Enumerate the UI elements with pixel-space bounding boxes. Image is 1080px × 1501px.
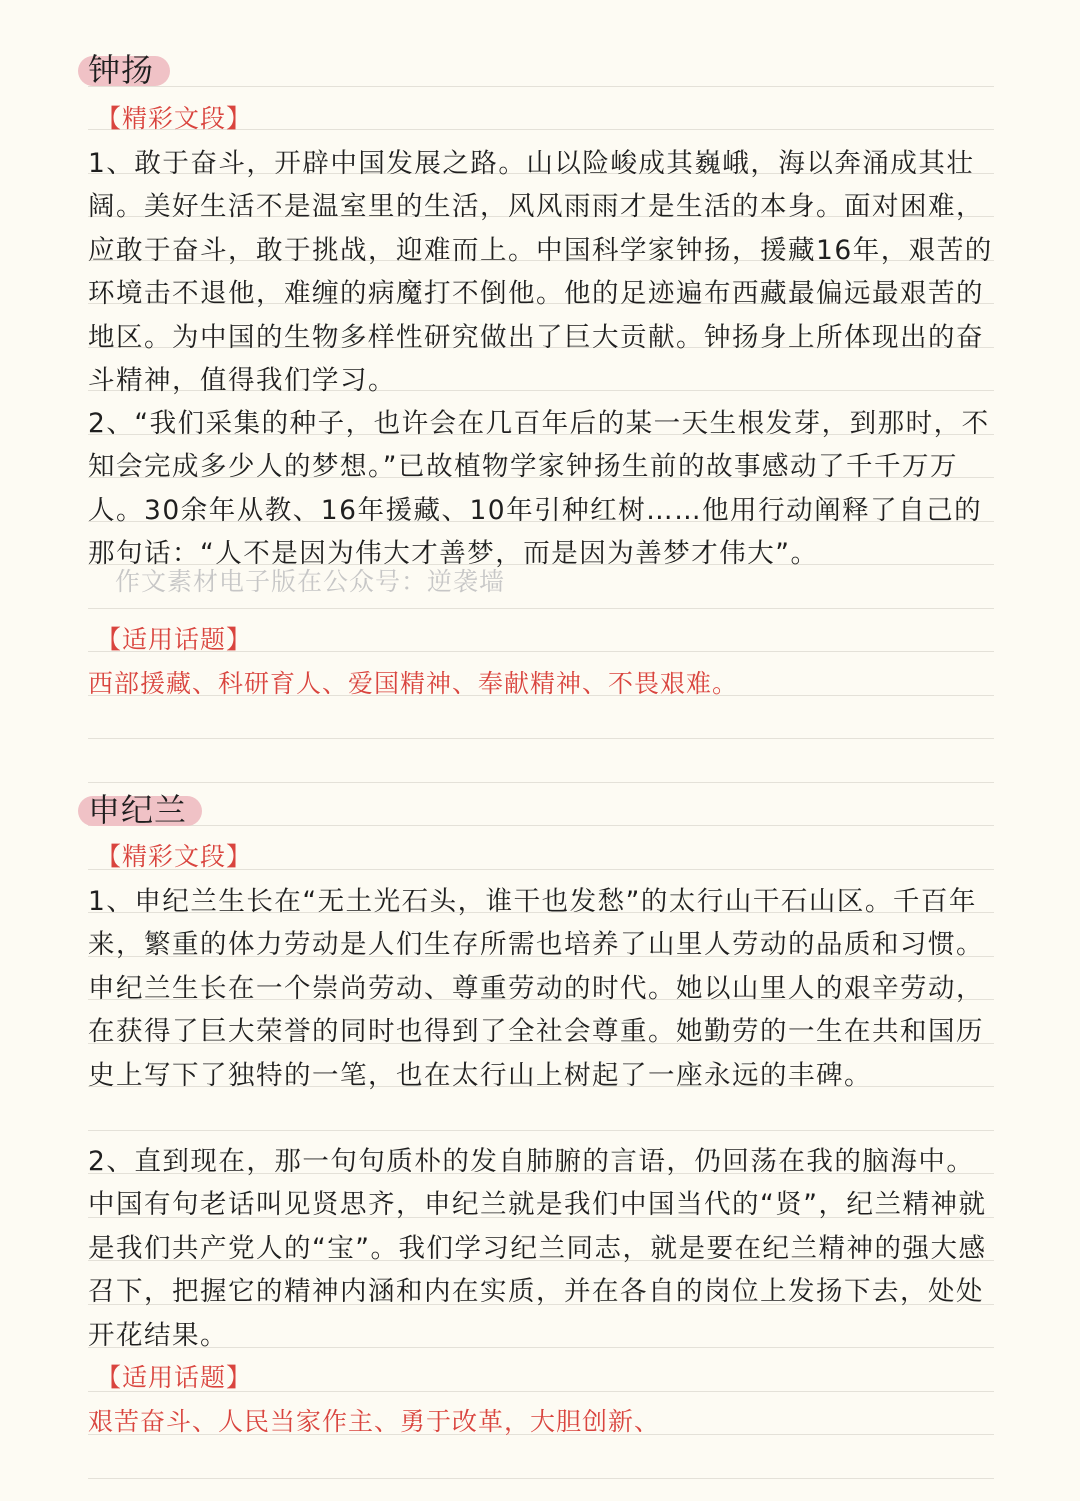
topics-heading: 【适用话题】 — [96, 625, 253, 654]
section-title-zhongyang — [78, 50, 154, 90]
excerpt-paragraph: 2、“我们采集的种子，也许会在几百年后的某一天生根发芽，到那时，不知会完成多少人的梦想。”已故植物学家钟扬生前的故事感动了千千万万人。30余年从教、16年援藏、10年引种红树……他用行动阐释了自己的那句话：“人不是因为伟大才善梦，而是因为善梦才伟大”。 — [88, 408, 990, 570]
excerpt-heading: 【精彩文段】 — [96, 842, 253, 871]
excerpt-paragraph: 2、直到现在，那一句句质朴的发自肺腑的言语，仍回荡在我的脑海中。中国有句老话叫见贤思齐，申纪兰就是我们中国当代的“贤”，纪兰精神就是我们共产党人的“宝”。我们学习纪兰同志，就是要在纪兰精神的强大感召下，把握它的精神内涵和内在实质，并在各自的岗位上发扬下去，处处开花结果。 — [88, 1146, 987, 1351]
excerpt-paragraph: 1、敢于奋斗，开辟中国发展之路。山以险峻成其巍峨，海以奔涌成其壮阔。美好生活不是温室里的生活，风风雨雨才是生活的本身。面对困难，应敢于奋斗，敢于挑战，迎难而上。中国科学家钟扬，援藏16年，艰苦的环境击不退他，难缠的病魔打不倒他。他的足迹遍布西藏最偏远最艰苦的地区。为中国的生物多样性研究做出了巨大贡献。钟扬身上所体现出的奋斗精神，值得我们学习。 — [88, 148, 993, 397]
watermark: 作文素材电子版在公众号：逆袭墙 — [115, 567, 506, 596]
section-title-shenjilan — [78, 790, 187, 830]
topics-text: 艰苦奋斗、人民当家作主、勇于改革，大胆创新、 — [88, 1407, 661, 1436]
topics-heading: 【适用话题】 — [96, 1363, 253, 1392]
excerpt-paragraph: 1、申纪兰生长在“无土光石头，谁干也发愁”的太行山干石山区。千百年来，繁重的体力劳动是人们生存所需也培养了山里人劳动的品质和习惯。申纪兰生长在一个崇尚劳动、尊重劳动的时代。她以山里人的艰辛劳动，在获得了巨大荣誉的同时也得到了全社会尊重。她勤劳的一生在共和国历史上写下了独特的一笔，也在太行山上树起了一座永远的丰碑。 — [88, 886, 984, 1091]
topics-text: 西部援藏、科研育人、爱国精神、奉献精神、不畏艰难。 — [88, 669, 739, 698]
section-title-text: 钟扬 — [88, 51, 155, 89]
section-title-text: 申纪兰 — [88, 791, 188, 829]
excerpt-heading: 【精彩文段】 — [96, 104, 253, 133]
